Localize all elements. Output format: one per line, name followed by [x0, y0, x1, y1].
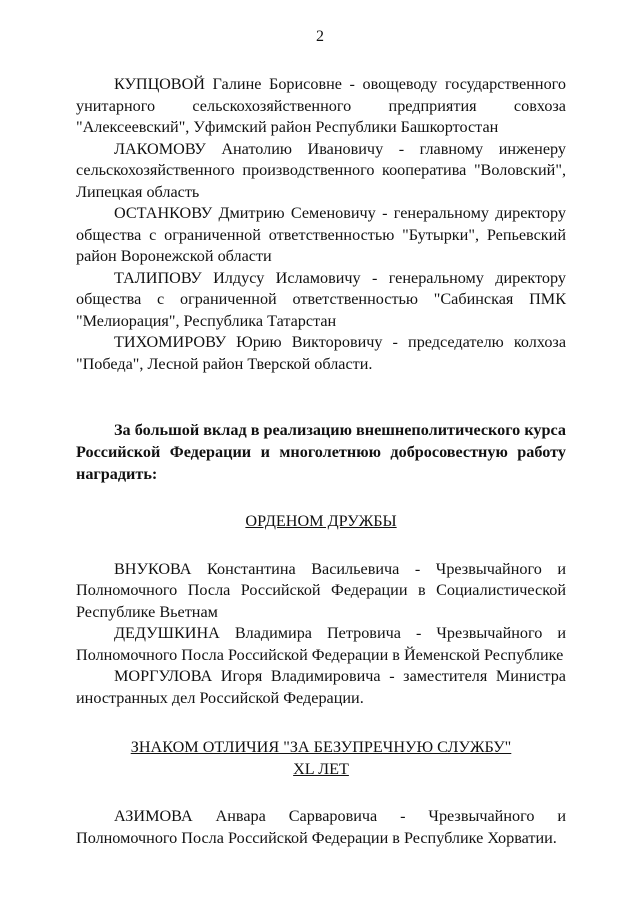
page-number: 2	[316, 28, 324, 45]
award-list-friendship	[76, 559, 566, 710]
order-friendship-title: ОРДЕНОМ ДРУЖБЫ	[245, 512, 397, 530]
award-entry: АЗИМОВА Анвара Сарваровича - Чрезвычайного и Полномочного Посла Российской Федерации в Республике Хорватии.	[76, 807, 566, 847]
award-entry: ЛАКОМОВУ Анатолию Ивановичу - главному инженеру сельскохозяйственного производственного кооператива "Воловский", Липецкая область	[76, 139, 566, 201]
badge-service-title	[76, 737, 566, 780]
section-intro: За большой вклад в реализацию внешнеполитического курса Российской Федерации и многолетнюю добросовестную работу наградить:	[76, 421, 566, 483]
award-list-badge	[76, 806, 566, 849]
award-entry: ДЕДУШКИНА Владимира Петровича - Чрезвычайного и Полномочного Посла Российской Федерации в Йеменской Республике	[76, 624, 566, 664]
award-entry: КУПЦОВОЙ Галине Борисовне - овощеводу государственного унитарного сельскохозяйственного предприятия совхоза "Алексеевский", Уфимский район Республики Башкортостан	[76, 75, 566, 136]
badge-service-title-line1: ЗНАКОМ ОТЛИЧИЯ "ЗА БЕЗУПРЕЧНУЮ СЛУЖБУ"	[130, 738, 512, 756]
document-body	[76, 74, 566, 849]
award-list-top	[76, 74, 566, 375]
award-entry: ТИХОМИРОВУ Юрию Викторовичу - председателю колхоза "Победа", Лесной район Тверской области.	[76, 333, 566, 373]
award-entry: ТАЛИПОВУ Илдусу Исламовичу - генеральному директору общества с ограниченной ответственностью "Сабинская ПМК "Мелиорация", Республика Татарстан	[76, 268, 566, 330]
award-entry: ВНУКОВА Константина Васильевича - Чрезвычайного и Полномочного Посла Российской Федерации в Социалистической Республике Вьетнам	[76, 559, 566, 621]
award-entry: МОРГУЛОВА Игоря Владимировича - заместителя Министра иностранных дел Российской Федерации.	[76, 667, 566, 707]
badge-service-title-line2: XL ЛЕТ	[293, 759, 349, 778]
award-entry: ОСТАНКОВУ Дмитрию Семеновичу - генеральному директору общества с ограниченной ответственностью "Бутырки", Репьевский район Воронежской области	[76, 204, 566, 265]
